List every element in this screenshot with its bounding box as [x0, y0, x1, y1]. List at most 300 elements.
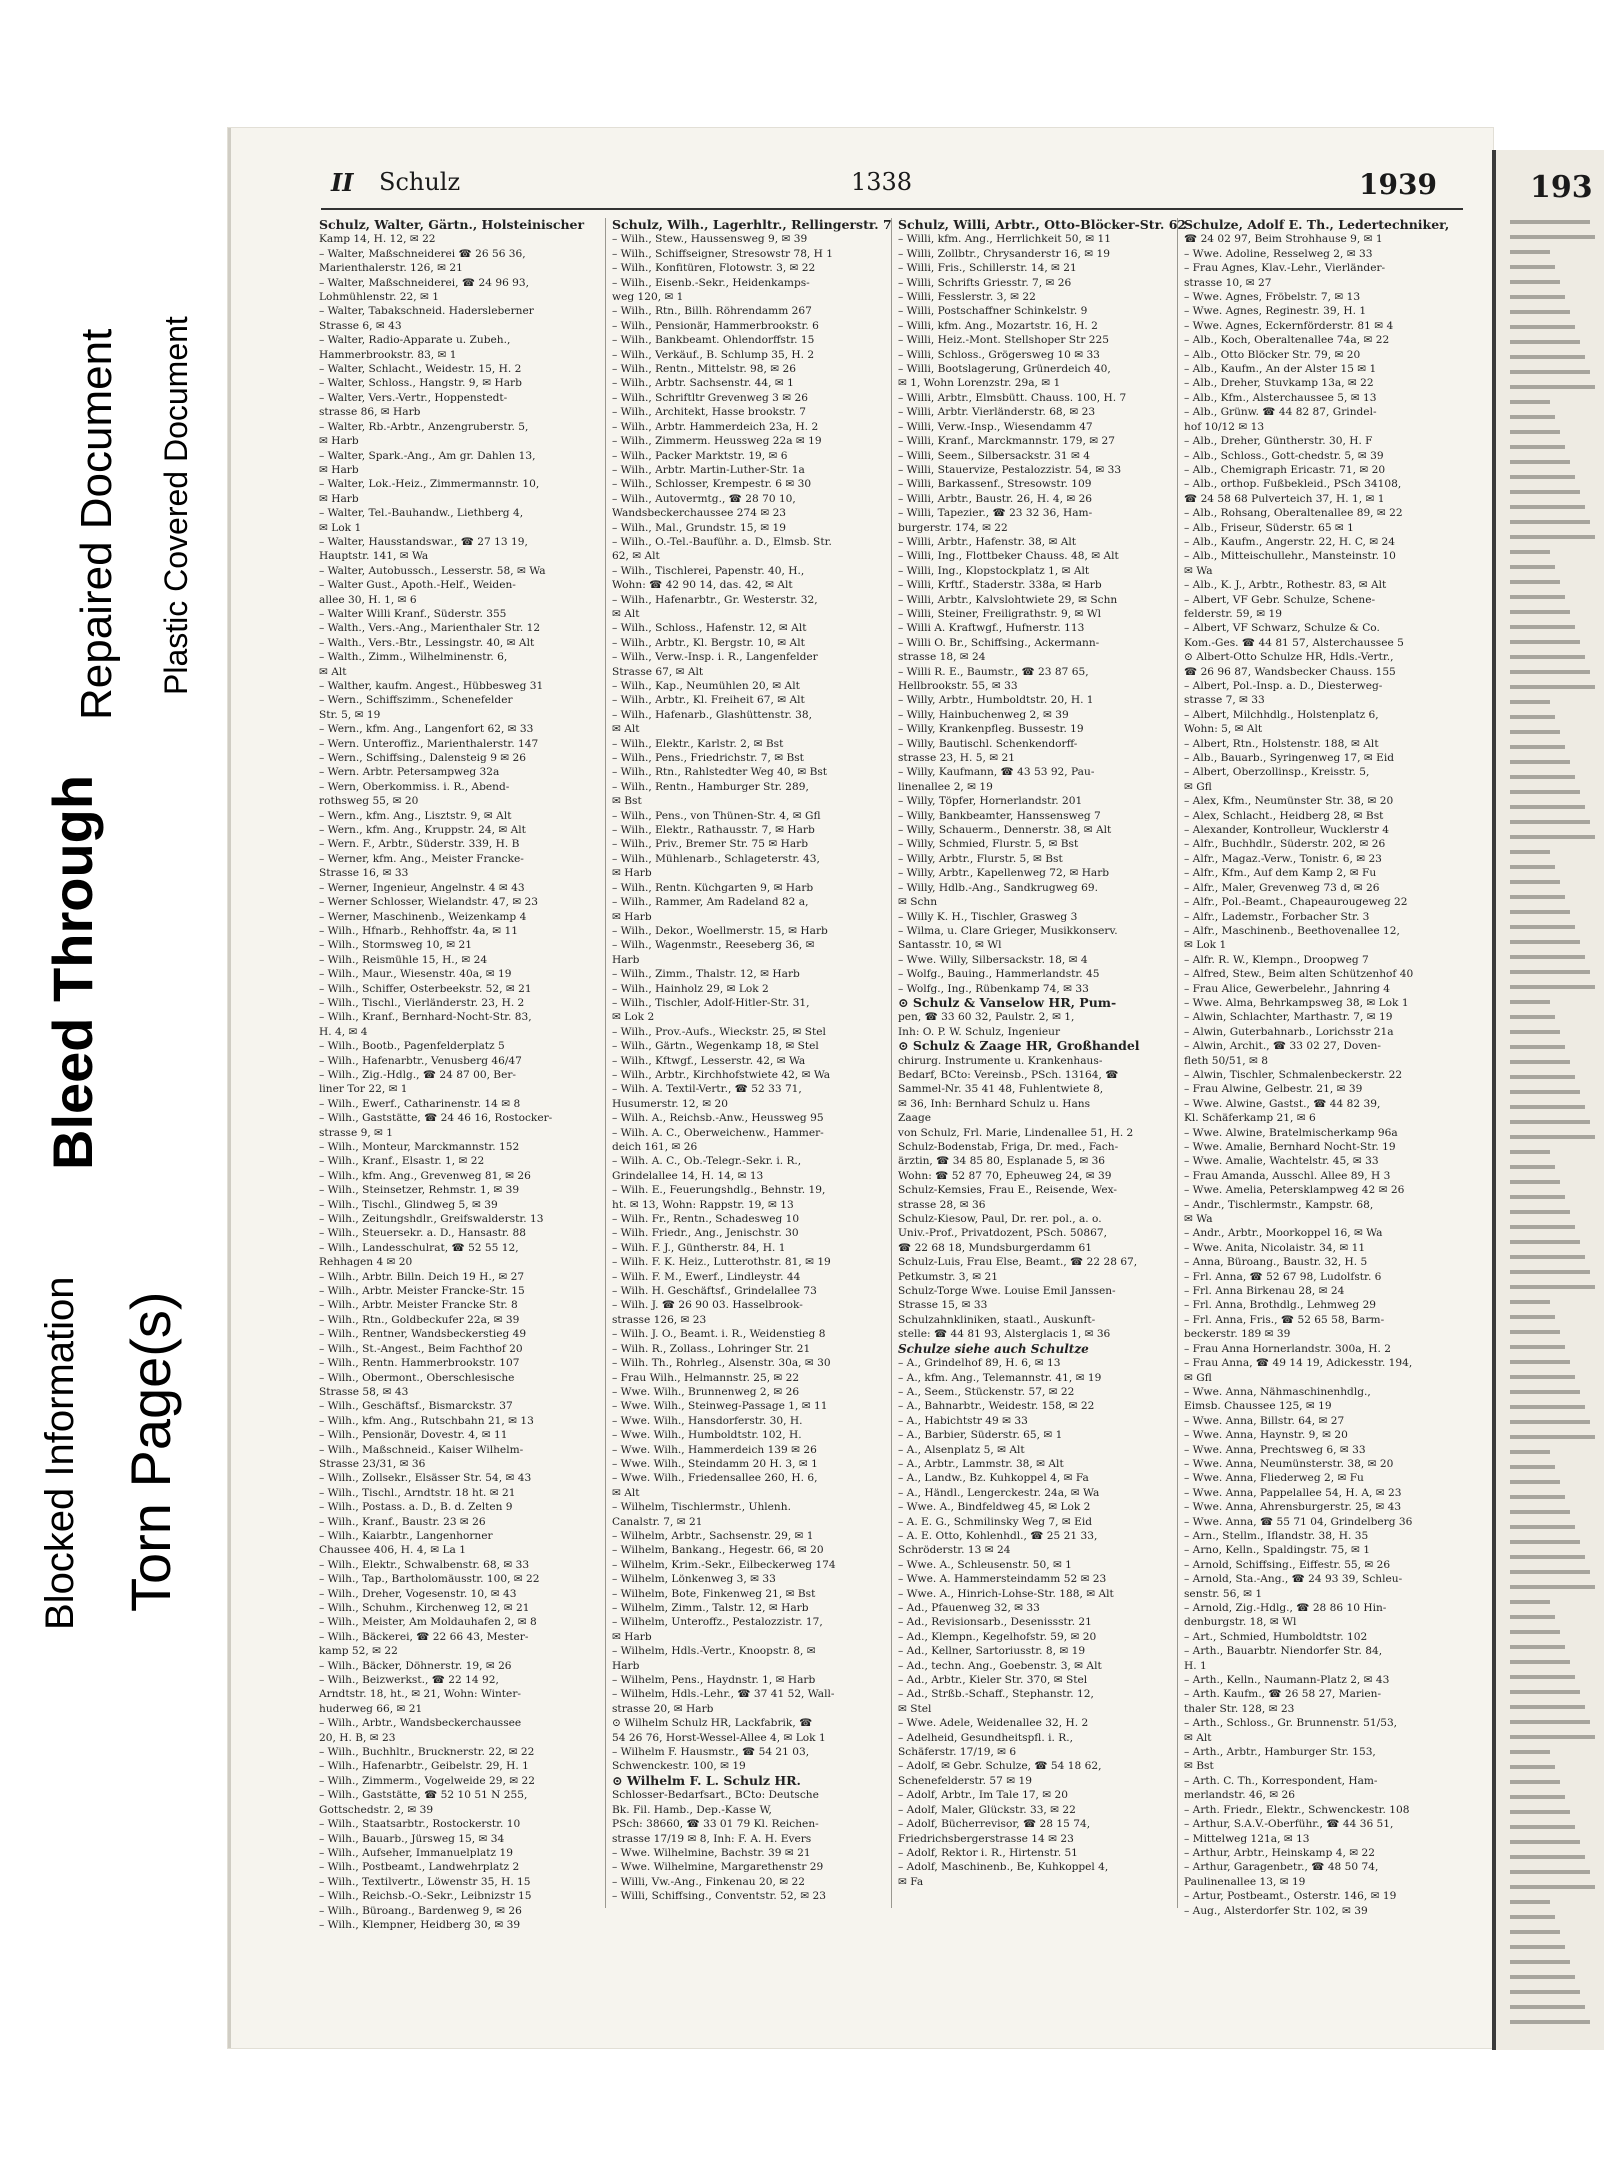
- directory-entry: – Wilh., Beizwerkst., ☎ 22 14 92,: [319, 1674, 499, 1687]
- directory-entry: – Wwe. Anna, Ahrensburgerstr. 25, ✉ 43: [1184, 1501, 1402, 1514]
- directory-entry: ✉ Alt: [612, 1486, 640, 1499]
- directory-entry: Schulze, Adolf E. Th., Ledertechniker,: [1184, 217, 1450, 232]
- strip-text-line: [1510, 355, 1585, 359]
- directory-entry: – Walter, Hausstandswar., ☎ 27 13 19,: [319, 535, 528, 548]
- directory-entry: – Albert, VF Gebr. Schulze, Schene-: [1184, 593, 1376, 606]
- strip-text-line: [1510, 1915, 1555, 1919]
- directory-entry: – Arth. C. Th., Korrespondent, Ham-: [1184, 1774, 1378, 1787]
- strip-text-line: [1510, 730, 1560, 734]
- strip-text-line: [1510, 1510, 1570, 1514]
- directory-entry: – Willi, Heiz.-Mont. Stellshoper Str 225: [898, 334, 1109, 347]
- directory-entry: – Wilh., Hafenarb., Glashüttenstr. 38,: [612, 708, 812, 721]
- directory-entry: – Wilh. A., Reichsb.-Anw., Heussweg 95: [612, 1112, 824, 1125]
- strip-text-line: [1510, 340, 1580, 344]
- directory-entry: ✉ Gfl: [1184, 780, 1212, 793]
- directory-entry: – Wilh., Pensionär, Hammerbrookstr. 6: [612, 319, 819, 332]
- directory-entry: PSch: 38660, ☎ 33 01 79 Kl. Reichen-: [612, 1818, 819, 1831]
- directory-entry: – Wilh., Kranf., Bernhard-Nocht-Str. 83,: [319, 1011, 532, 1024]
- directory-entry: Hauptstr. 141, ✉ Wa: [319, 550, 429, 563]
- strip-text-line: [1510, 490, 1580, 494]
- directory-entry: – Wwe. A., Schleusenstr. 50, ✉ 1: [898, 1558, 1072, 1571]
- directory-entry: Strasse 16, ✉ 33: [319, 867, 409, 880]
- directory-entry: – Wwe. Amalie, Wachtelstr. 45, ✉ 33: [1184, 1155, 1379, 1168]
- strip-text-line: [1510, 1645, 1565, 1649]
- directory-entry: Friedrichsbergerstrasse 14 ✉ 23: [898, 1832, 1074, 1845]
- directory-entry: – Wwe. Anna, Nähmaschinenhdlg.,: [1184, 1385, 1371, 1398]
- directory-entry: ✉ Bst: [612, 795, 642, 808]
- directory-entry: – Wilh., Zimm., Thalstr. 12, ✉ Harb: [612, 968, 800, 981]
- strip-text-line: [1510, 895, 1565, 899]
- directory-entry: Strasse 6, ✉ 43: [319, 319, 402, 332]
- directory-entry: – Wern. Arbtr. Petersampweg 32a: [319, 766, 500, 779]
- directory-entry: stelle: ☎ 44 81 93, Alsterglacis 1, ✉ 36: [898, 1328, 1111, 1341]
- directory-entry: – A., Landw., Bz. Kuhkoppel 4, ✉ Fa: [898, 1472, 1089, 1485]
- directory-entry: – Albert, VF Schwarz, Schulze & Co.: [1184, 622, 1380, 635]
- directory-entry: – Wilh., Klempner, Heidberg 30, ✉ 39: [319, 1918, 521, 1931]
- directory-entry: Grindelallee 14, H. 14, ✉ 13: [612, 1169, 764, 1182]
- directory-entry: – Walter, Vers.-Vertr., Hoppenstedt-: [319, 391, 508, 404]
- directory-entry: – Wilh., Obermont., Oberschlesische: [319, 1371, 515, 1384]
- directory-entry: – Aug., Alsterdorfer Str. 102, ✉ 39: [1184, 1904, 1368, 1917]
- directory-entry: – A., Alsenplatz 5, ✉ Alt: [898, 1443, 1025, 1456]
- directory-entry: – A., Bahnarbtr., Weidestr. 158, ✉ 22: [898, 1400, 1095, 1413]
- directory-entry: ✉ Schn: [898, 896, 938, 909]
- directory-entry: – Alfr., Pol.-Beamt., Chapeaurougeweg 22: [1184, 896, 1408, 909]
- directory-entry: ✉ 1, Wohn Lorenzstr. 29a, ✉ 1: [898, 377, 1061, 390]
- directory-entry: – Wilhelm, Bankang., Hegestr. 66, ✉ 20: [612, 1544, 824, 1557]
- directory-entry: – Arth., Arbtr., Hamburger Str. 153,: [1184, 1746, 1376, 1759]
- directory-entry: – Wilh., Mühlenarb., Schlageterstr. 43,: [612, 852, 820, 865]
- directory-entry: – Wilh., Elektr., Schwalbenstr. 68, ✉ 33: [319, 1558, 530, 1571]
- directory-entry: – Alb., Dreher, Güntherstr. 30, H. F: [1184, 435, 1373, 448]
- directory-entry: Kl. Schäferkamp 21, ✉ 6: [1184, 1112, 1316, 1125]
- directory-entry: – A., Grindelhof 89, H. 6, ✉ 13: [898, 1357, 1061, 1370]
- directory-entry: – Wwe. Amalie, Bernhard Nocht-Str. 19: [1184, 1141, 1396, 1153]
- strip-text-line: [1510, 1450, 1550, 1454]
- directory-entry: – Alb., Dreher, Stuvkamp 13a, ✉ 22: [1184, 377, 1374, 390]
- directory-entry: – Artur, Postbeamt., Osterstr. 146, ✉ 19: [1184, 1890, 1397, 1903]
- directory-entry: – Willi, Arbtr., Baustr. 26, H. 4, ✉ 26: [898, 492, 1093, 505]
- directory-entry: – Alfr. R. W., Klempn., Droopweg 7: [1184, 953, 1369, 966]
- strip-text-line: [1510, 295, 1565, 299]
- directory-entry: – Wilh., Tischlerei, Papenstr. 40, H.,: [612, 564, 805, 577]
- strip-text-line: [1510, 1135, 1595, 1139]
- directory-entry: – Wwe. Wilh., Brunnenweg 2, ✉ 26: [612, 1385, 800, 1398]
- directory-entry: ☎ 24 02 97, Beim Strohhause 9, ✉ 1: [1184, 233, 1383, 246]
- directory-entry: – Alb., Rohsang, Oberaltenallee 89, ✉ 22: [1184, 507, 1403, 520]
- directory-entry: – Wilh., Tischl., Vierländerstr. 23, H. 2: [319, 996, 525, 1009]
- strip-text-line: [1510, 1375, 1575, 1379]
- directory-entry: – Wilh., Maßschneid., Kaiser Wilhelm-: [319, 1443, 524, 1456]
- directory-entry: – Walth., Vers.-Ang., Marienthaler Str. 12: [319, 622, 541, 635]
- directory-entry: – Werner Schlosser, Wielandstr. 47, ✉ 23: [319, 896, 539, 909]
- directory-entry: – Wilh., Rentner, Wandsbeckerstieg 49: [319, 1328, 527, 1341]
- directory-entry: – Wwe. Adoline, Resselweg 2, ✉ 33: [1184, 247, 1373, 260]
- directory-entry: – Wilh., St.-Angest., Beim Fachthof 20: [319, 1342, 523, 1355]
- directory-entry: fleth 50/51, ✉ 8: [1184, 1054, 1269, 1067]
- directory-entry: – Wilh., Kaiarbtr., Langenhorner: [319, 1529, 493, 1542]
- directory-entry: ✉ Lok 2: [612, 1011, 655, 1024]
- strip-text-line: [1510, 1015, 1555, 1019]
- repaired-document-label: Repaired Document: [72, 328, 121, 720]
- directory-entry: – Werner, kfm. Ang., Meister Francke-: [319, 852, 524, 865]
- directory-entry: ✉ Harb: [319, 435, 359, 448]
- strip-text-line: [1510, 1630, 1560, 1634]
- column-2: [605, 217, 892, 1908]
- strip-text-line: [1510, 325, 1575, 329]
- directory-entry: – Adolf, Maschinenb., Be, Kuhkoppel 4,: [898, 1861, 1109, 1874]
- strip-text-line: [1510, 820, 1590, 824]
- strip-text-line: [1510, 1105, 1585, 1109]
- directory-entry: – Alfred, Stew., Beim alten Schützenhof 40: [1184, 968, 1414, 981]
- directory-entry: ✉ 36, Inh: Bernhard Schulz u. Hans: [898, 1097, 1091, 1110]
- directory-entry: Schäferstr. 17/19, ✉ 6: [898, 1746, 1017, 1759]
- strip-text-line: [1510, 2005, 1585, 2009]
- directory-entry: – Alb., Chemigraph Ericastr. 71, ✉ 20: [1184, 463, 1386, 476]
- directory-entry: Inh: O. P. W. Schulz, Ingenieur: [898, 1025, 1061, 1038]
- directory-entry: – Wilh., Ewerf., Catharinenstr. 14 ✉ 8: [319, 1097, 521, 1110]
- adjacent-page-strip: [1492, 150, 1604, 2050]
- directory-entry: – Wilh., Konfitüren, Flotowstr. 3, ✉ 22: [612, 262, 816, 275]
- directory-entry: kamp 52, ✉ 22: [319, 1645, 398, 1658]
- strip-text-line: [1510, 250, 1550, 254]
- directory-entry: strasse 17/19 ✉ 8, Inh: F. A. H. Evers: [612, 1832, 812, 1845]
- directory-entry: – Walter, Lok.-Heiz., Zimmermannstr. 10,: [319, 478, 540, 491]
- directory-entry: ✉ Harb: [319, 492, 359, 505]
- directory-entry: strasse 10, ✉ 27: [1184, 276, 1272, 289]
- strip-text-line: [1510, 805, 1585, 809]
- directory-entry: – Wern., kfm. Ang., Kruppstr. 24, ✉ Alt: [319, 824, 526, 837]
- directory-entry: Petkumstr. 3, ✉ 21: [898, 1270, 998, 1283]
- strip-text-line: [1510, 775, 1575, 779]
- directory-entry: – A. E. G., Schmilinsky Weg 7, ✉ Eid: [898, 1515, 1093, 1528]
- directory-entry: – Frau Alwine, Gelbestr. 21, ✉ 39: [1184, 1083, 1363, 1096]
- directory-entry: – Wilh., Verw.-Insp. i. R., Langenfelder: [612, 651, 818, 664]
- directory-entry: strasse 9, ✉ 1: [319, 1126, 394, 1139]
- strip-text-line: [1510, 670, 1590, 674]
- directory-entry: Chaussee 406, H. 4, ✉ La 1: [319, 1544, 466, 1557]
- directory-entry: – Walter, Rb.-Arbtr., Anzengruberstr. 5,: [319, 420, 529, 433]
- directory-entry: ✉ Gfl: [1184, 1371, 1212, 1384]
- directory-entry: – Wilh., kfm. Ang., Grevenweg 81, ✉ 26: [319, 1169, 531, 1182]
- directory-entry: – Wilh., Arbtr. Sachsenstr. 44, ✉ 1: [612, 377, 794, 390]
- directory-entry: – Wilh., Bäckerei, ☎ 22 66 43, Mester-: [319, 1630, 529, 1643]
- directory-entry: – Willi, Schiffsing., Conventstr. 52, ✉ 23: [612, 1890, 827, 1903]
- directory-entry: – Wilh., Hainholz 29, ✉ Lok 2: [612, 982, 769, 995]
- strip-text-line: [1510, 1120, 1590, 1124]
- directory-entry: – Alfr., Lademstr., Forbacher Str. 3: [1184, 910, 1370, 923]
- directory-entry: – Alfr., Maschinenb., Beethovenallee 12,: [1184, 924, 1400, 937]
- directory-entry: Eimsb. Chaussee 125, ✉ 19: [1184, 1400, 1332, 1413]
- strip-text-line: [1510, 1870, 1590, 1874]
- strip-text-line: [1510, 1840, 1580, 1844]
- directory-entry: – Wern. Unteroffiz., Marienthalerstr. 147: [319, 737, 539, 750]
- directory-entry: – Wilh. H. Geschäftsf., Grindelallee 73: [612, 1285, 817, 1298]
- directory-entry: – Alex, Kfm., Neumünster Str. 38, ✉ 20: [1184, 795, 1394, 808]
- directory-entry: Lohmühlenstr. 22, ✉ 1: [319, 291, 439, 304]
- directory-entry: – Alb., K. J., Arbtr., Rothestr. 83, ✉ Alt: [1184, 579, 1387, 592]
- directory-entry: – Arthur, S.A.V.-Oberführ., ☎ 44 36 51,: [1184, 1818, 1394, 1831]
- directory-entry: – Wilma, u. Clare Grieger, Musikkonserv.: [898, 924, 1118, 937]
- directory-entry: – Wilh., Architekt, Hasse brookstr. 7: [612, 406, 807, 419]
- strip-text-line: [1510, 370, 1590, 374]
- directory-entry: – Wwe. Wilh., Humboldtstr. 102, H.: [612, 1429, 802, 1442]
- strip-text-line: [1510, 1315, 1555, 1319]
- strip-text-line: [1510, 955, 1585, 959]
- strip-text-line: [1510, 985, 1595, 989]
- directory-entry: – A., Barbier, Süderstr. 65, ✉ 1: [898, 1429, 1063, 1442]
- directory-entry: allee 30, H. 1, ✉ 6: [319, 593, 417, 606]
- directory-entry: – Wwe. Agnes, Fröbelstr. 7, ✉ 13: [1184, 291, 1361, 304]
- directory-entry: – Willi, Ing., Flottbeker Chauss. 48, ✉ Alt: [898, 550, 1119, 563]
- directory-entry: – Wilh., Landesschulrat, ☎ 52 55 12,: [319, 1241, 519, 1254]
- directory-entry: – Walter, Schlacht., Weidestr. 15, H. 2: [319, 363, 522, 376]
- directory-entry: – Mittelweg 121a, ✉ 13: [1184, 1832, 1310, 1845]
- directory-entry: H. 4, ✉ 4: [319, 1025, 368, 1038]
- directory-entry: – Alwin, Schlachter, Marthastr. 7, ✉ 19: [1184, 1011, 1393, 1024]
- directory-entry: – Wilh., Tischl., Glindweg 5, ✉ 39: [319, 1198, 498, 1211]
- strip-text-line: [1510, 1780, 1560, 1784]
- directory-entry: – Wilh., Kap., Neumühlen 20, ✉ Alt: [612, 680, 800, 692]
- directory-entry: – Wilh., Bauarb., Jürsweg 15, ✉ 34: [319, 1832, 505, 1845]
- directory-entry: – Wilh., Verkäuf., B. Schlump 35, H. 2: [612, 348, 815, 361]
- directory-entry: – Wilh., Büroang., Bardenweg 9, ✉ 26: [319, 1904, 522, 1917]
- directory-entry: – Willi, Arbtr., Hafenstr. 38, ✉ Alt: [898, 535, 1077, 548]
- directory-entry: – Wilhelm, Hdls.-Lehr., ☎ 37 41 52, Wall-: [612, 1688, 835, 1701]
- directory-entry: – Willy, Bankbeamter, Hanssensweg 7: [898, 809, 1101, 822]
- directory-entry: – Wilh., Rammer, Am Radeland 82 a,: [612, 896, 809, 909]
- directory-entry: – Willy, Krankenpfleg. Bussestr. 19: [898, 723, 1084, 736]
- strip-text-line: [1510, 265, 1555, 269]
- directory-entry: – A., Habichtstr 49 ✉ 33: [898, 1414, 1028, 1427]
- directory-entry: Wandsbeckerchaussee 274 ✉ 23: [612, 507, 787, 520]
- directory-entry: – Willi, Krftf., Staderstr. 338a, ✉ Harb: [898, 579, 1102, 592]
- directory-entry: Hellbrookstr. 55, ✉ 33: [898, 680, 1018, 692]
- strip-text-line: [1510, 1660, 1570, 1664]
- page-number: 1338: [851, 168, 913, 196]
- directory-entry: – Wilh., Maur., Wiesenstr. 40a, ✉ 19: [319, 968, 512, 981]
- directory-entry: ✉ Lok 1: [1184, 939, 1227, 952]
- directory-entry: – Ad., Pfauenweg 32, ✉ 33: [898, 1602, 1040, 1614]
- directory-entry: – Albert, Rtn., Holstenstr. 188, ✉ Alt: [1184, 737, 1379, 750]
- directory-entry: – Wilh., Arbtr., Kl. Bergstr. 10, ✉ Alt: [612, 636, 805, 649]
- directory-entry: – Albert, Milchhdlg., Holstenplatz 6,: [1184, 708, 1379, 721]
- directory-entry: – Wilh., Arbtr. Meister Francke Str. 8: [319, 1299, 518, 1312]
- directory-entry: – Willi, Vw.-Ang., Finkenau 20, ✉ 22: [612, 1875, 805, 1888]
- directory-entry: – Wwe. Alwine, Gastst., ☎ 44 82 39,: [1184, 1097, 1381, 1110]
- directory-entry: – Alexander, Kontrolleur, Wucklerstr 4: [1184, 824, 1390, 837]
- directory-entry: – Wilh. A. C., Oberweichenw., Hammer-: [612, 1126, 824, 1139]
- directory-entry: Bedarf, BCto: Vereinsb., PSch. 13164, ☎: [898, 1068, 1119, 1081]
- strip-text-line: [1510, 1750, 1550, 1754]
- directory-entry: – Wern, Oberkommiss. i. R., Abend-: [319, 780, 510, 793]
- directory-entry: – Wilh., Arbtr., Wandsbeckerchaussee: [319, 1717, 522, 1730]
- directory-entry: – Wolfg., Bauing., Hammerlandstr. 45: [898, 968, 1100, 981]
- directory-entry: Strasse 67, ✉ Alt: [612, 665, 704, 678]
- strip-text-line: [1510, 1405, 1585, 1409]
- directory-entry: – Wilh., Tap., Bartholomäusstr. 100, ✉ 22: [319, 1573, 540, 1586]
- directory-entry: – Wwe. Agnes, Eckernförderstr. 81 ✉ 4: [1184, 319, 1394, 332]
- directory-entry: Strasse 23/31, ✉ 36: [319, 1457, 426, 1470]
- directory-entry: Sammel-Nr. 35 41 48, Fuhlentwiete 8,: [898, 1083, 1104, 1096]
- directory-entry: – Arth., Bauarbtr. Niendorfer Str. 84,: [1184, 1645, 1383, 1658]
- directory-entry: – Wilh., Elektr., Karlstr. 2, ✉ Bst: [612, 737, 784, 750]
- strip-text-line: [1510, 1540, 1580, 1544]
- directory-entry: Str. 5, ✉ 19: [319, 708, 381, 721]
- directory-entry: – Wwe. Amelia, Petersklampweg 42 ✉ 26: [1184, 1184, 1405, 1197]
- strip-text-line: [1510, 430, 1560, 434]
- directory-entry: – Wwe. Anna, Haynstr. 9, ✉ 20: [1184, 1429, 1348, 1442]
- directory-entry: ✉ Harb: [612, 910, 652, 923]
- strip-text-line: [1510, 1615, 1555, 1619]
- directory-entry: – Wilhelm, Hdls.-Vertr., Knoopstr. 8, ✉: [612, 1645, 816, 1658]
- directory-entry: Gottschedstr. 2, ✉ 39: [319, 1803, 434, 1816]
- directory-entry: – Wilh., Schriftltr Grevenweg 3 ✉ 26: [612, 391, 808, 404]
- strip-text-line: [1510, 625, 1575, 629]
- directory-entry: – Willi, Kranf., Marckmannstr. 179, ✉ 27: [898, 435, 1116, 448]
- directory-entry: – Wilh., Textilvertr., Löwenstr 35, H. 15: [319, 1875, 531, 1888]
- plastic-covered-label: Plastic Covered Document: [158, 316, 194, 695]
- directory-entry: – Walther, kaufm. Angest., Hübbesweg 31: [319, 680, 544, 692]
- directory-entry: strasse 20, ✉ Harb: [612, 1702, 714, 1715]
- strip-text-line: [1510, 1930, 1560, 1934]
- directory-entry: – Walth., Zimm., Wilhelminenstr. 6,: [319, 651, 508, 664]
- directory-entry: – Wilh., Mal., Grundstr. 15, ✉ 19: [612, 521, 786, 534]
- directory-entry: Harb: [612, 953, 640, 966]
- directory-entry: – Wilh. A. Textil-Vertr., ☎ 52 33 71,: [612, 1083, 802, 1096]
- directory-entry: – Willi, kfm. Ang., Herrlichkeit 50, ✉ 11: [898, 233, 1111, 246]
- directory-entry: – Wilh., Pensionär, Dovestr. 4, ✉ 11: [319, 1429, 508, 1442]
- directory-entry: – Wilh. R., Zollass., Lohringer Str. 21: [612, 1342, 811, 1355]
- strip-text-line: [1510, 1195, 1565, 1199]
- directory-entry: – Wilhelm, Arbtr., Sachsenstr. 29, ✉ 1: [612, 1529, 814, 1542]
- strip-text-line: [1510, 1465, 1555, 1469]
- directory-entry: – Wilh., Prov.-Aufs., Wieckstr. 25, ✉ Stel: [612, 1025, 826, 1038]
- directory-entry: – Willi O. Br., Schiffsing., Ackermann-: [898, 636, 1100, 649]
- page-header: [231, 168, 1493, 208]
- strip-text-line: [1510, 1480, 1560, 1484]
- directory-entry: – Arth., Kelln., Naumann-Platz 2, ✉ 43: [1184, 1674, 1390, 1687]
- directory-entry: – Wilh., Hfnarb., Rehhoffstr. 4a, ✉ 11: [319, 924, 518, 937]
- volume-numeral: II: [331, 168, 354, 197]
- directory-entry: Zaage: [898, 1112, 932, 1125]
- directory-entry: deich 161, ✉ 26: [612, 1141, 698, 1153]
- directory-entry: – Arno, Kelln., Spaldingstr. 75, ✉ 1: [1184, 1544, 1370, 1557]
- directory-entry: – Wern., kfm. Ang., Langenfort 62, ✉ 33: [319, 723, 534, 736]
- strip-text-line: [1510, 1090, 1580, 1094]
- directory-entry: Marienthalerstr. 126, ✉ 21: [319, 262, 463, 275]
- directory-entry: – Willi, kfm. Ang., Mozartstr. 16, H. 2: [898, 319, 1098, 332]
- directory-entry: ⊙ Albert-Otto Schulze HR, Hdls.-Vertr.,: [1184, 651, 1394, 664]
- strip-text-line: [1510, 655, 1585, 659]
- directory-entry: – Adolf, Maler, Glückstr. 33, ✉ 22: [898, 1803, 1076, 1816]
- strip-text-line: [1510, 1240, 1580, 1244]
- directory-entry: Santasstr. 10, ✉ Wl: [898, 939, 1002, 952]
- directory-entry: Schwenckestr. 100, ✉ 19: [612, 1760, 746, 1773]
- directory-entry: – Willi, Stauervize, Pestalozzistr. 54, ✉ 33: [898, 463, 1122, 476]
- directory-entry: – Ad., Kellner, Sartoriusstr. 8, ✉ 19: [898, 1645, 1086, 1658]
- strip-text-line: [1510, 1975, 1575, 1979]
- directory-entry: – Wilh. F. K. Heiz., Lutterothstr. 81, ✉ 19: [612, 1256, 831, 1269]
- directory-entry: – Adolf, Arbtr., Im Tale 17, ✉ 20: [898, 1789, 1069, 1802]
- strip-text-line: [1510, 475, 1575, 479]
- strip-text-line: [1510, 1345, 1565, 1349]
- directory-entry: – Arth. Kaufm., ☎ 26 58 27, Marien-: [1184, 1688, 1382, 1701]
- directory-entry: – Frau Wilh., Helmannstr. 25, ✉ 22: [612, 1371, 800, 1384]
- directory-entry: – Willy, Bautischl. Schenkendorff-: [898, 737, 1078, 750]
- directory-entry: – Wilh., Schiffseigner, Stresowstr 78, H 1: [612, 247, 834, 260]
- directory-entry: Schulz-Bodenstab, Friga, Dr. med., Fach-: [898, 1141, 1119, 1153]
- directory-entry: – Wern. F., Arbtr., Süderstr. 339, H. B: [319, 838, 520, 851]
- directory-entry: – Willi, Barkassenf., Stresowstr. 109: [898, 478, 1092, 491]
- directory-entry: – Wilh., Aufseher, Immanuelplatz 19: [319, 1846, 513, 1859]
- directory-entry: Schulze siehe auch Schultze: [898, 1341, 1089, 1356]
- directory-entry: – Wilh., Arbtr. Meister Francke-Str. 15: [319, 1285, 525, 1298]
- directory-entry: – Wilh., Arbtr., Kl. Freiheit 67, ✉ Alt: [612, 694, 805, 707]
- strip-text-line: [1510, 280, 1560, 284]
- directory-entry: – Alb., orthop. Fußbekleid., PSch 34108,: [1184, 478, 1402, 491]
- strip-text-line: [1510, 865, 1555, 869]
- strip-text-line: [1510, 535, 1595, 539]
- year: 1939: [1359, 168, 1437, 201]
- torn-pages-label: Torn Page(s): [119, 1291, 182, 1612]
- directory-entry: – Wilh. Th., Rohrleg., Alsenstr. 30a, ✉ 30: [612, 1357, 831, 1370]
- strip-text-line: [1510, 415, 1555, 419]
- directory-entry: – Wilhelm F. Hausmstr., ☎ 54 21 03,: [612, 1746, 810, 1759]
- strip-text-line: [1510, 550, 1550, 554]
- bleed-through-label: Bleed Through: [41, 774, 104, 1170]
- directory-entry: – Wilh., O.-Tel.-Bauführ. a. D., Elmsb. Str.: [612, 535, 832, 548]
- directory-entry: – Wilh. Friedr., Ang., Jenischstr. 30: [612, 1227, 799, 1240]
- directory-entry: – Wwe. Wilh., Friedensallee 260, H. 6,: [612, 1472, 818, 1485]
- adjacent-page-year: 193: [1530, 170, 1593, 205]
- column-4: [1177, 217, 1470, 1917]
- directory-entry: – Willy, Töpfer, Hornerlandstr. 201: [898, 795, 1083, 808]
- directory-entry: ✉ Harb: [612, 867, 652, 880]
- directory-entry: – Wilh., Schloss., Hafenstr. 12, ✉ Alt: [612, 622, 807, 635]
- directory-entry: – Wilh., Hafenarbtr., Geibelstr. 29, H. 1: [319, 1760, 529, 1773]
- directory-entry: – Walter Gust., Apoth.-Helf., Weiden-: [319, 579, 516, 592]
- directory-entry: liner Tor 22, ✉ 1: [319, 1083, 408, 1096]
- strip-text-line: [1510, 1675, 1575, 1679]
- strip-text-line: [1510, 445, 1565, 449]
- strip-text-line: [1510, 1285, 1595, 1289]
- strip-text-line: [1510, 1765, 1555, 1769]
- directory-entry: beckerstr. 189 ✉ 39: [1184, 1328, 1291, 1341]
- directory-entry: – Willi, Seem., Silbersackstr. 31 ✉ 4: [898, 449, 1091, 462]
- directory-entry: ht. ✉ 13, Wohn: Rappstr. 19, ✉ 13: [612, 1198, 794, 1211]
- directory-entry: Schulz, Walter, Gärtn., Holsteinischer: [319, 217, 585, 232]
- directory-entry: Schulz-Torge Wwe. Louise Emil Janssen-: [898, 1285, 1116, 1298]
- directory-entry: – Wilh., Zig.-Hdlg., ☎ 24 87 00, Ber-: [319, 1068, 517, 1081]
- directory-entry: – Wern., kfm. Ang., Lisztstr. 9, ✉ Alt: [319, 809, 512, 822]
- directory-entry: – Wilh., Bootb., Pagenfelderplatz 5: [319, 1040, 505, 1053]
- directory-entry: – A., Seem., Stückenstr. 57, ✉ 22: [898, 1385, 1075, 1398]
- directory-entry: ✉ Alt: [612, 607, 640, 620]
- directory-entry: – Wilh. Fr., Rentn., Schadesweg 10: [612, 1213, 800, 1226]
- strip-text-line: [1510, 1855, 1585, 1859]
- strip-text-line: [1510, 1570, 1590, 1574]
- strip-text-line: [1510, 1150, 1550, 1154]
- directory-entry: ☎ 24 58 68 Pulverteich 37, H. 1, ✉ 1: [1184, 492, 1385, 505]
- directory-entry: – Wilh., Rentn., Mittelstr. 98, ✉ 26: [612, 363, 796, 376]
- directory-entry: – Wwe. Wilh., Hansdorferstr. 30, H.: [612, 1414, 803, 1427]
- directory-entry: – Willy, Arbtr., Kapellenweg 72, ✉ Harb: [898, 867, 1110, 880]
- strip-text-line: [1510, 970, 1590, 974]
- directory-entry: chirurg. Instrumente u. Krankenhaus-: [898, 1054, 1103, 1067]
- directory-entry: – Alwin, Tischler, Schmalenbeckerstr. 22: [1184, 1068, 1403, 1081]
- directory-entry: Schulz-Luis, Frau Else, Beamt., ☎ 22 28 67,: [898, 1256, 1138, 1269]
